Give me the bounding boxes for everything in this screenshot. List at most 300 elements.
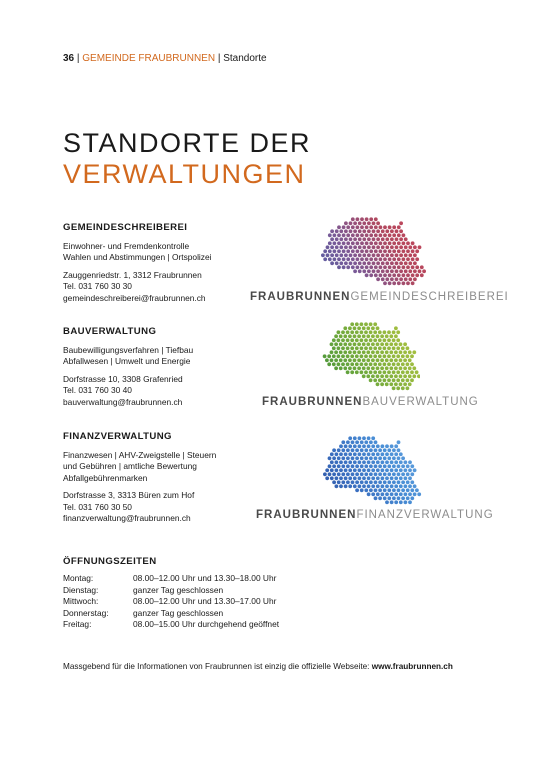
map-dot [413, 468, 417, 472]
map-dot [335, 460, 339, 464]
map-dot [367, 476, 371, 480]
map-dot [362, 229, 366, 233]
map-dot [353, 476, 357, 480]
map-dot [337, 456, 341, 460]
map-dot [346, 330, 350, 334]
map-dot [383, 338, 387, 342]
map-dot [376, 221, 380, 225]
map-dot [337, 354, 341, 358]
map-dot [406, 354, 410, 358]
map-dot [385, 342, 389, 346]
map-dot [328, 249, 332, 253]
map-dot [408, 366, 412, 370]
map-dot [415, 257, 419, 261]
map-dot [355, 330, 359, 334]
map-dot [387, 496, 391, 500]
map-dot [362, 269, 366, 273]
map-dot [339, 476, 343, 480]
map-dot [387, 378, 391, 382]
map-dot [334, 342, 338, 346]
map-dot [383, 330, 387, 334]
map-dot [397, 241, 401, 245]
map-dot [341, 330, 345, 334]
map-dot [397, 464, 401, 468]
map-dot [332, 346, 336, 350]
map-dot [369, 330, 373, 334]
map-dot [410, 378, 414, 382]
map-dot [376, 484, 380, 488]
map-dot [387, 448, 391, 452]
map-dot [364, 354, 368, 358]
map-dot [360, 456, 364, 460]
service-line: Wahlen und Abstimmungen | Ortspolizei [63, 252, 212, 262]
map-dot [387, 480, 391, 484]
map-dot [362, 444, 366, 448]
map-dot [346, 362, 350, 366]
map-dot [346, 241, 350, 245]
map-dot [373, 354, 377, 358]
map-dot [362, 358, 366, 362]
map-dot [408, 374, 412, 378]
map-dot [399, 253, 403, 257]
map-dot [360, 472, 364, 476]
map-dot [390, 229, 394, 233]
map-dot [389, 342, 393, 346]
map-dot [344, 460, 348, 464]
dotted-map-icon [318, 432, 422, 508]
map-dot [367, 237, 371, 241]
map-dot [356, 249, 360, 253]
map-dot [351, 233, 355, 237]
map-dot [350, 330, 354, 334]
map-dot [411, 249, 415, 253]
map-dot [383, 480, 387, 484]
map-dot [399, 269, 403, 273]
map-dot [383, 370, 387, 374]
map-dot [413, 484, 417, 488]
map-dot [394, 366, 398, 370]
time-value: 08.00–15.00 Uhr durchgehend geöffnet [133, 619, 280, 629]
map-dot [364, 480, 368, 484]
map-dot [399, 342, 403, 346]
map-dot [381, 452, 385, 456]
map-dot [353, 221, 357, 225]
map-dot [385, 229, 389, 233]
map-dot [379, 233, 383, 237]
map-dot [406, 378, 410, 382]
map-dot [366, 358, 370, 362]
map-dot [367, 245, 371, 249]
map-dot [392, 225, 396, 229]
map-dot [358, 452, 362, 456]
map-dot [374, 265, 378, 269]
day-label: Montag: [63, 573, 94, 583]
map-dot [330, 358, 334, 362]
map-dot [399, 229, 403, 233]
map-dot [366, 374, 370, 378]
map-dot [360, 330, 364, 334]
map-dot [330, 229, 334, 233]
map-dot [360, 338, 364, 342]
map-dot [392, 378, 396, 382]
map-dot [381, 277, 385, 281]
map-dot [333, 241, 337, 245]
map-dot [367, 253, 371, 257]
map-dot [383, 225, 387, 229]
map-dot [394, 476, 398, 480]
map-dot [348, 444, 352, 448]
map-dot [387, 346, 391, 350]
map-dot [350, 322, 354, 326]
map-dot [381, 492, 385, 496]
map-dot [353, 261, 357, 265]
map-dot [380, 366, 384, 370]
map-dot [401, 378, 405, 382]
map-dot [399, 358, 403, 362]
map-dot [337, 448, 341, 452]
map-dot [343, 366, 347, 370]
map-dot [412, 374, 416, 378]
map-dot [392, 241, 396, 245]
map-dot [360, 217, 364, 221]
map-dot [404, 492, 408, 496]
map-dot [408, 382, 412, 386]
map-dot [378, 448, 382, 452]
map-dot [362, 342, 366, 346]
logo-wordmark [262, 396, 479, 408]
map-dot [344, 229, 348, 233]
map-dot [392, 330, 396, 334]
map-dot [418, 245, 422, 249]
map-dot [415, 249, 419, 253]
map-dot [362, 374, 366, 378]
map-dot [366, 366, 370, 370]
map-dot [402, 257, 406, 261]
map-dot [323, 472, 327, 476]
map-dot [390, 468, 394, 472]
map-dot [367, 229, 371, 233]
map-dot [349, 229, 353, 233]
map-dot [365, 265, 369, 269]
map-dot [390, 476, 394, 480]
map-dot [341, 464, 345, 468]
map-dot [351, 464, 355, 468]
map-dot [374, 217, 378, 221]
map-dot [383, 257, 387, 261]
map-dot [365, 217, 369, 221]
table-row [63, 596, 279, 608]
map-dot [371, 460, 375, 464]
map-dot [364, 362, 368, 366]
time-value: ganzer Tag geschlossen [133, 607, 224, 618]
map-dot [402, 233, 406, 237]
map-dot [360, 354, 364, 358]
map-dot [392, 488, 396, 492]
map-dot [372, 245, 376, 249]
map-dot [413, 492, 417, 496]
map-dot [387, 472, 391, 476]
map-dot [392, 456, 396, 460]
map-dot [402, 273, 406, 277]
map-dot [388, 281, 392, 285]
map-dot [339, 342, 343, 346]
map-dot [339, 245, 343, 249]
map-dot [355, 354, 359, 358]
map-dot [355, 440, 359, 444]
map-dot [390, 253, 394, 257]
map-dot [341, 456, 345, 460]
map-dot [346, 249, 350, 253]
map-dot [332, 472, 336, 476]
map-dot [339, 261, 343, 265]
map-dot [394, 468, 398, 472]
map-dot [387, 370, 391, 374]
map-dot [376, 253, 380, 257]
dotted-map-icon [316, 213, 426, 289]
map-dot [365, 241, 369, 245]
department-contact [63, 490, 253, 525]
map-dot [395, 277, 399, 281]
header-separator: | [215, 53, 224, 64]
map-dot [408, 460, 412, 464]
map-dot [381, 460, 385, 464]
map-dot [351, 225, 355, 229]
map-dot [367, 452, 371, 456]
logo-wordmark [256, 509, 494, 521]
map-dot [358, 253, 362, 257]
map-dot [379, 273, 383, 277]
header-separator: | [74, 53, 83, 64]
map-dot [365, 225, 369, 229]
map-dot [353, 269, 357, 273]
map-dot [362, 253, 366, 257]
map-dot [330, 350, 334, 354]
map-dot [392, 362, 396, 366]
map-dot [390, 237, 394, 241]
map-dot [360, 225, 364, 229]
map-dot [383, 249, 387, 253]
map-dot [328, 464, 332, 468]
map-dot [356, 225, 360, 229]
map-dot [381, 229, 385, 233]
map-dot [374, 472, 378, 476]
map-dot [379, 265, 383, 269]
map-dot [385, 374, 389, 378]
map-dot [353, 342, 357, 346]
website-link[interactable]: www.fraubrunnen.ch [371, 662, 453, 671]
department-bauverwaltung [63, 326, 253, 414]
map-dot [403, 358, 407, 362]
map-dot [408, 253, 412, 257]
map-dot [381, 444, 385, 448]
map-dot [365, 273, 369, 277]
map-dot [349, 261, 353, 265]
map-dot [372, 261, 376, 265]
map-dot [327, 362, 331, 366]
email-link[interactable]: bauverwaltung@fraubrunnen.ch [63, 396, 183, 407]
map-dot [404, 500, 408, 504]
address: Zauggenriedstr. 1, 3312 Fraubrunnen [63, 269, 202, 280]
map-dot [385, 358, 389, 362]
map-dot [383, 354, 387, 358]
map-dot [341, 362, 345, 366]
map-dot [392, 354, 396, 358]
map-dot [408, 350, 412, 354]
map-dot [396, 354, 400, 358]
map-dot [385, 382, 389, 386]
map-dot [394, 500, 398, 504]
map-dot [376, 350, 380, 354]
map-dot [351, 472, 355, 476]
map-dot [401, 488, 405, 492]
email-link[interactable]: gemeindeschreiberei@fraubrunnen.ch [63, 292, 206, 303]
map-dot [349, 253, 353, 257]
map-dot [385, 269, 389, 273]
map-dot [399, 261, 403, 265]
title-line-2: VERWALTUNGEN [63, 159, 306, 189]
map-dot [403, 374, 407, 378]
map-dot [402, 281, 406, 285]
map-dot [328, 456, 332, 460]
map-dot [358, 468, 362, 472]
map-dot [374, 257, 378, 261]
map-dot [376, 492, 380, 496]
map-dot [374, 464, 378, 468]
map-dot [402, 249, 406, 253]
map-dot [348, 334, 352, 338]
map-dot [369, 233, 373, 237]
map-dot [410, 464, 414, 468]
service-line: Einwohner- und Fremdenkontrolle [63, 240, 190, 251]
map-dot [396, 378, 400, 382]
map-dot [351, 448, 355, 452]
map-dot [380, 334, 384, 338]
map-dot [378, 346, 382, 350]
map-dot [396, 362, 400, 366]
map-dot [385, 366, 389, 370]
map-dot [362, 476, 366, 480]
map-dot [365, 257, 369, 261]
map-dot [367, 269, 371, 273]
map-dot [360, 440, 364, 444]
map-dot [369, 480, 373, 484]
map-dot [358, 460, 362, 464]
map-dot [406, 346, 410, 350]
map-dot [401, 354, 405, 358]
map-dot [412, 366, 416, 370]
map-dot [344, 261, 348, 265]
map-dot [410, 354, 414, 358]
map-dot [339, 444, 343, 448]
map-dot [330, 253, 334, 257]
map-dot [337, 257, 341, 261]
map-dot [373, 338, 377, 342]
map-dot [408, 476, 412, 480]
day-label: Mittwoch: [63, 596, 99, 606]
map-dot [383, 346, 387, 350]
map-dot [351, 257, 355, 261]
map-dot [367, 436, 371, 440]
map-dot [356, 241, 360, 245]
map-dot [358, 261, 362, 265]
map-dot [372, 269, 376, 273]
map-dot [380, 358, 384, 362]
service-line: Abfallgebührenmarken [63, 472, 148, 483]
map-dot [351, 249, 355, 253]
map-dot [399, 221, 403, 225]
map-dot [385, 468, 389, 472]
map-dot [374, 456, 378, 460]
map-dot [362, 334, 366, 338]
map-dot [389, 350, 393, 354]
map-dot [379, 241, 383, 245]
page-title [63, 128, 311, 190]
map-dot [397, 257, 401, 261]
map-dot [387, 488, 391, 492]
map-dot [374, 440, 378, 444]
map-dot [353, 326, 357, 330]
map-dot [358, 269, 362, 273]
map-dot [362, 261, 366, 265]
map-dot [353, 484, 357, 488]
map-dot [367, 444, 371, 448]
map-dot [390, 500, 394, 504]
hours-heading: ÖFFNUNGSZEITEN [63, 556, 157, 567]
map-dot [355, 448, 359, 452]
map-dot [372, 237, 376, 241]
map-dot [399, 237, 403, 241]
map-dot [364, 456, 368, 460]
map-dot [367, 492, 371, 496]
map-dot [408, 277, 412, 281]
map-dot [371, 342, 375, 346]
map-dot [372, 221, 376, 225]
map-dot [337, 330, 341, 334]
map-dot [374, 496, 378, 500]
map-dot [355, 362, 359, 366]
map-dot [369, 440, 373, 444]
title-line-1: STANDORTE DER [63, 128, 312, 158]
map-dot [394, 460, 398, 464]
table-row [63, 585, 279, 597]
map-dot [369, 346, 373, 350]
map-dot [328, 257, 332, 261]
map-dot [371, 444, 375, 448]
map-dot [325, 468, 329, 472]
map-dot [397, 480, 401, 484]
map-dot [353, 229, 357, 233]
dotted-map-icon [316, 213, 426, 289]
map-dot [346, 370, 350, 374]
map-dot [355, 480, 359, 484]
map-dot [334, 334, 338, 338]
map-dot [373, 330, 377, 334]
map-dot [403, 382, 407, 386]
phone: Tel. 031 760 30 30 [63, 281, 132, 291]
map-dot [385, 253, 389, 257]
map-dot [395, 253, 399, 257]
map-dot [360, 241, 364, 245]
map-dot [383, 273, 387, 277]
map-dot [385, 245, 389, 249]
map-dot [330, 468, 334, 472]
page-number: 36 [63, 53, 75, 64]
map-dot [364, 464, 368, 468]
map-dot [334, 358, 338, 362]
map-dot [417, 492, 421, 496]
email-link[interactable]: finanzverwaltung@fraubrunnen.ch [63, 513, 191, 523]
map-dot [374, 448, 378, 452]
